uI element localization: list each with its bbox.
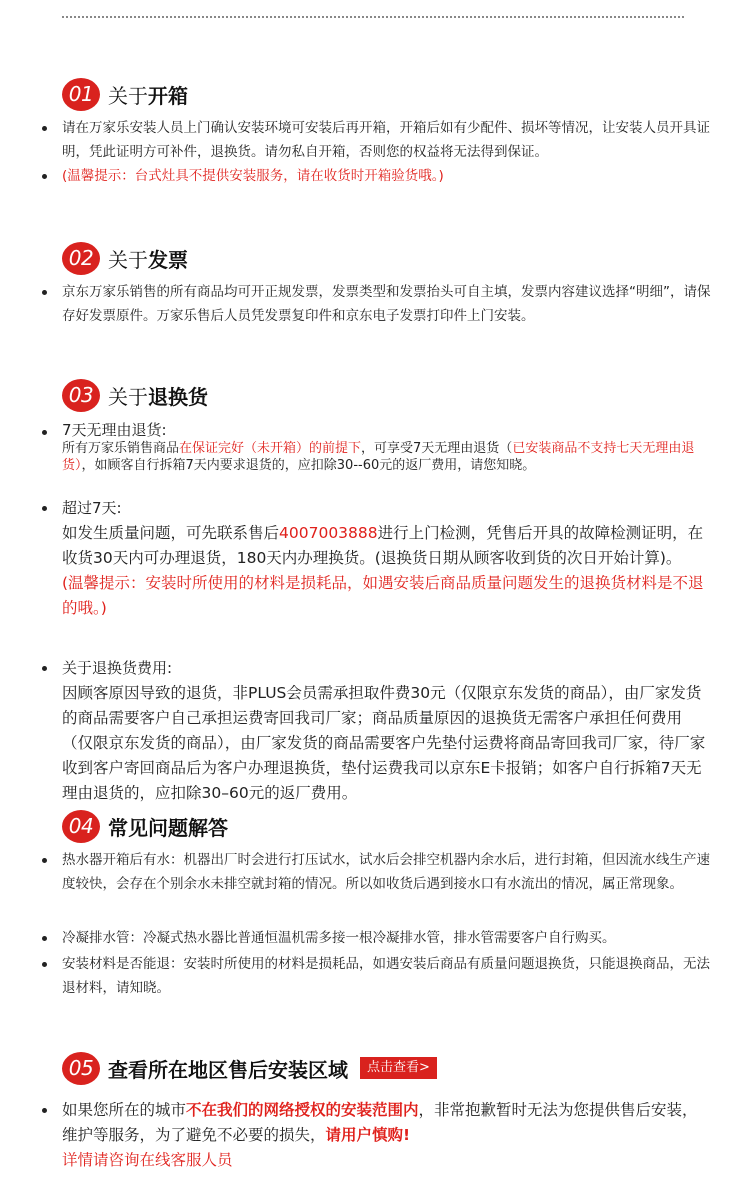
section-number-badge: 04 — [62, 810, 100, 843]
list-item: 安装材料是否能退：安装时所使用的材料是损耗品，如遇安装后商品有质量问题退换货，只能退换商品，无法退材料，请知晓。 — [62, 952, 712, 1000]
list-item-over-7days: 超过7天: 如发生质量问题，可先联系售后4007003888进行上门检测，凭售后开具的故障检测证明，在收货30天内可办理退货，180天内办理换货。(退换货日期从顾客收到货的次日开始计算)。 (温馨提示：安装时所使用的材料是损耗品，如遇安装后商品质量问题发生的退换货材料是不退的哦。) — [62, 496, 712, 621]
section-number-badge: 03 — [62, 379, 100, 412]
section-title: 关于发票 — [108, 247, 188, 272]
section-title: 查看所在地区售后安装区域 — [108, 1057, 348, 1082]
list-item: 请在万家乐安装人员上门确认安装环境可安装后再开箱，开箱后如有少配件、损坏等情况，让安装人员开具证明，凭此证明方可补件，退换货。请勿私自开箱，否则您的权益将无法得到保证。 — [62, 116, 712, 164]
section-title: 常见问题解答 — [108, 815, 228, 840]
list-item-warning: (温馨提示：台式灶具不提供安装服务，请在收货时开箱验货哦。) — [62, 164, 712, 188]
list-item: 冷凝排水管：冷凝式热水器比普通恒温机需多接一根冷凝排水管，排水管需要客户自行购买。 — [62, 926, 712, 950]
section-03-header — [62, 377, 208, 413]
view-area-button[interactable]: 点击查看> — [360, 1057, 437, 1079]
section-number-badge: 02 — [62, 242, 100, 275]
section-number-badge: 01 — [62, 78, 100, 111]
list-item: 京东万家乐销售的所有商品均可开正规发票，发票类型和发票抬头可自主填，发票内容建议选择“明细”，请保存好发票原件。万家乐售后人员凭发票复印件和京东电子发票打印件上门安装。 — [62, 280, 712, 328]
online-support-link[interactable]: 详情请咨询在线客服人员 — [62, 1151, 233, 1169]
section-title: 关于退换货 — [108, 384, 208, 409]
section-number-badge: 05 — [62, 1052, 100, 1085]
service-phone: 4007003888 — [279, 524, 378, 542]
top-dotted-divider — [62, 16, 684, 18]
section-title: 关于开箱 — [108, 83, 188, 108]
list-item-service-area: 如果您所在的城市不在我们的网络授权的安装范围内，非常抱歉暂时无法为您提供售后安装，维护等服务，为了避免不必要的损失，请用户慎购! 详情请咨询在线客服人员 — [62, 1098, 712, 1173]
section-05-header — [62, 1050, 437, 1086]
list-item-7day-return: 7天无理由退货: 所有万家乐销售商品在保证完好（未开箱）的前提下，可享受7天无理由退货（已安装商品不支持七天无理由退货），如顾客自行拆箱7天内要求退货的，应扣除30--60元的返厂费用，请您知晓。 — [62, 420, 712, 474]
list-item: 热水器开箱后有水：机器出厂时会进行打压试水，试水后会排空机器内余水后，进行封箱，但因流水线生产速度较快，会存在个别余水未排空就封箱的情况。所以如收货后遇到接水口有水流出的情况，属正常现象。 — [62, 848, 712, 896]
section-02-header — [62, 240, 188, 276]
section-04-header — [62, 808, 228, 844]
list-item-return-fees: 关于退换货费用: 因顾客原因导致的退货，非PLUS会员需承担取件费30元（仅限京东发货的商品），由厂家发货的商品需要客户自己承担运费寄回我司厂家；商品质量原因的退换货无需客户承担任何费用（仅限京东发货的商品），由厂家发货的商品需要客户先垫付运费将商品寄回我司厂家，待厂家收到客户寄回商品后为客户办理退换货，垫付运费我司以京东E卡报销；如客户自行拆箱7天无理由退货的，应扣除30–60元的返厂费用。 — [62, 656, 712, 806]
section-01-header — [62, 76, 188, 112]
